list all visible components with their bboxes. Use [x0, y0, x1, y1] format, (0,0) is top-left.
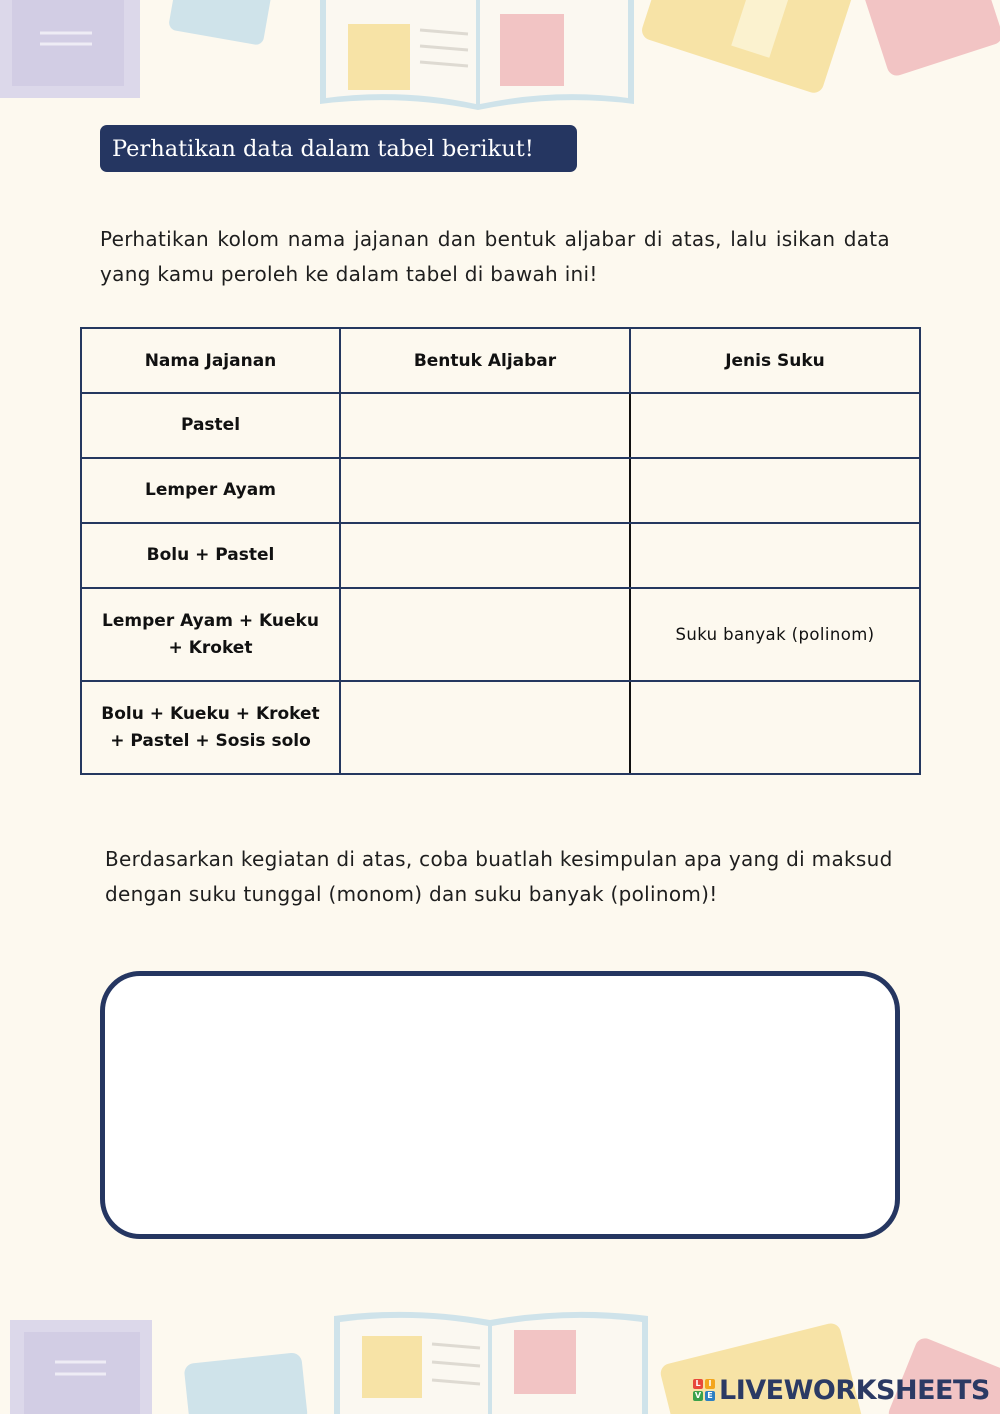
header-jenis-suku: Jenis Suku: [630, 328, 920, 393]
table-row: [81, 393, 920, 458]
cell-nama-jajanan: Bolu + Pastel: [81, 523, 340, 588]
cell-nama-jajanan: Lemper Ayam: [81, 458, 340, 523]
cell-bentuk-aljabar-input[interactable]: [340, 588, 630, 681]
brand-mark-letter: E: [705, 1391, 715, 1401]
cell-jenis-suku-input[interactable]: [630, 681, 920, 774]
books-illustration-icon: [0, 0, 1000, 120]
cell-jenis-suku-input[interactable]: [630, 523, 920, 588]
brand-mark: [693, 1379, 715, 1401]
table-row: [81, 458, 920, 523]
instruction-text: Perhatikan kolom nama jajanan dan bentuk aljabar di atas, lalu isikan data yang kamu peroleh ke dalam tabel di bawah ini!: [100, 227, 890, 286]
cell-bentuk-aljabar-input[interactable]: [340, 458, 630, 523]
table-row: [81, 523, 920, 588]
cell-nama-jajanan: Bolu + Kueku + Kroket + Pastel + Sosis solo: [81, 681, 340, 774]
brand-mark-letter: V: [694, 1391, 702, 1400]
conclusion-prompt: Berdasarkan kegiatan di atas, coba buatlah kesimpulan apa yang di maksud dengan suku tunggal (monom) dan suku banyak (polinom)!: [105, 847, 893, 906]
page-title-banner: Perhatikan data dalam tabel berikut!: [100, 125, 577, 172]
brand-mark-letter: I: [705, 1379, 715, 1389]
cell-nama-jajanan: Pastel: [81, 393, 340, 458]
conclusion-answer-box[interactable]: [100, 971, 900, 1239]
cell-jenis-suku-input[interactable]: [630, 393, 920, 458]
brand-name: LIVEWORKSHEETS: [719, 1374, 990, 1406]
liveworksheets-logo-icon: [693, 1373, 990, 1407]
cell-jenis-suku-input[interactable]: [630, 458, 920, 523]
cell-bentuk-aljabar-input[interactable]: [340, 681, 630, 774]
cell-nama-jajanan: Lemper Ayam + Kueku + Kroket: [81, 588, 340, 681]
cell-jenis-suku-value: Suku banyak (polinom): [630, 588, 920, 681]
header-nama-jajanan: Nama Jajanan: [81, 328, 340, 393]
table-row: [81, 588, 920, 681]
table-header-row: [81, 328, 920, 393]
table-row: [81, 681, 920, 774]
header-bentuk-aljabar: Bentuk Aljabar: [340, 328, 630, 393]
cell-bentuk-aljabar-input[interactable]: [340, 393, 630, 458]
brand-mark-letter: L: [693, 1379, 703, 1389]
data-table: [80, 327, 921, 775]
cell-bentuk-aljabar-input[interactable]: [340, 523, 630, 588]
